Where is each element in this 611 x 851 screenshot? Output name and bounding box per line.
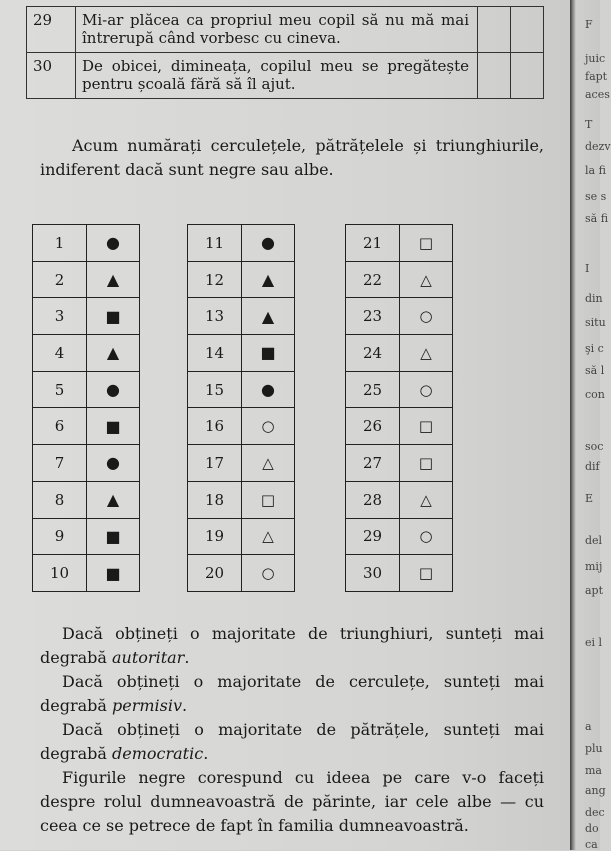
table-row	[346, 408, 453, 445]
shape-symbol: △	[400, 335, 453, 372]
next-page-fragment: din	[585, 292, 603, 305]
item-number: 11	[188, 225, 242, 262]
shape-symbol: △	[400, 481, 453, 518]
item-number: 9	[33, 518, 87, 555]
shape-symbol: ●	[87, 445, 140, 482]
item-number: 30	[346, 555, 400, 592]
item-number: 15	[188, 371, 242, 408]
answer-box[interactable]	[478, 53, 511, 99]
item-number: 25	[346, 371, 400, 408]
item-number: 27	[346, 445, 400, 482]
shape-symbol: ●	[242, 371, 295, 408]
item-number: 6	[33, 408, 87, 445]
shape-symbol: □	[400, 225, 453, 262]
table-row	[346, 298, 453, 335]
table-row	[33, 335, 140, 372]
closing-paragraph: Figurile negre corespund cu ideea pe care v-o faceți despre rolul dumneavoastră de părinte, iar cele albe — cu ceea ce se petrece de fapt în familia dumneavoastră.	[40, 768, 544, 835]
shape-symbol: ○	[400, 518, 453, 555]
shape-symbol: ○	[400, 298, 453, 335]
shape-symbol: ▲	[242, 261, 295, 298]
table-row	[188, 298, 295, 335]
next-page-fragment: I	[585, 262, 590, 275]
next-page-fragment: apt	[585, 584, 604, 597]
next-page-fragment: să l	[585, 364, 605, 377]
item-number: 12	[188, 261, 242, 298]
item-number: 7	[33, 445, 87, 482]
item-number: 5	[33, 371, 87, 408]
table-row	[33, 481, 140, 518]
shape-symbol: □	[400, 445, 453, 482]
shape-symbol: ●	[87, 225, 140, 262]
item-number: 10	[33, 555, 87, 592]
result-squares: Dacă obțineți o majoritate de pătrățele, sunteți mai degrabă democratic.	[40, 720, 544, 763]
shape-symbol: △	[242, 445, 295, 482]
table-row	[188, 335, 295, 372]
table-row	[188, 481, 295, 518]
table-row	[188, 371, 295, 408]
answer-box[interactable]	[511, 7, 544, 53]
shape-symbol: ▲	[242, 298, 295, 335]
item-number: 24	[346, 335, 400, 372]
next-page-fragment: se s	[585, 190, 607, 203]
next-page-fragment: mij	[585, 560, 603, 573]
next-page-fragment: del	[585, 534, 603, 547]
next-page-fragment: a	[585, 720, 592, 733]
next-page-fragment: T	[585, 118, 593, 131]
shape-symbol: □	[242, 481, 295, 518]
next-page-edge	[570, 0, 611, 851]
next-page-fragment: dif	[585, 460, 600, 473]
item-number: 1	[33, 225, 87, 262]
shape-symbol: □	[400, 555, 453, 592]
shape-symbol: ▲	[87, 335, 140, 372]
questionnaire-table	[26, 6, 544, 99]
question-number: 29	[27, 7, 76, 53]
table-row	[188, 518, 295, 555]
result-circles: Dacă obțineți o majoritate de cerculețe, sunteți mai degrabă permisiv.	[40, 672, 544, 715]
table-row	[33, 298, 140, 335]
next-page-fragment: dec	[585, 806, 605, 819]
next-page-fragment: do	[585, 822, 599, 835]
item-number: 17	[188, 445, 242, 482]
shape-symbol: ■	[242, 335, 295, 372]
item-number: 20	[188, 555, 242, 592]
item-number: 2	[33, 261, 87, 298]
next-page-fragment: soc	[585, 440, 604, 453]
question-row	[27, 7, 544, 53]
item-number: 29	[346, 518, 400, 555]
shape-symbol: ■	[87, 518, 140, 555]
answer-box[interactable]	[511, 53, 544, 99]
shapes-table-3	[345, 224, 453, 592]
table-row	[188, 555, 295, 592]
item-number: 3	[33, 298, 87, 335]
item-number: 19	[188, 518, 242, 555]
table-row	[188, 261, 295, 298]
intro-paragraph: Acum numărați cerculețele, pătrățelele și triunghiurile, indiferent dacă sunt negre sau albe.	[40, 136, 544, 179]
shape-symbol: ▲	[87, 261, 140, 298]
table-row	[33, 371, 140, 408]
next-page-fragment: ang	[585, 784, 606, 797]
shape-symbol: △	[400, 261, 453, 298]
table-row	[33, 518, 140, 555]
next-page-fragment: E	[585, 492, 594, 505]
next-page-fragment: aces	[585, 88, 610, 101]
question-row	[27, 53, 544, 99]
item-number: 21	[346, 225, 400, 262]
table-row	[33, 555, 140, 592]
table-row	[188, 445, 295, 482]
item-number: 16	[188, 408, 242, 445]
shape-symbol: ●	[87, 371, 140, 408]
next-page-fragment: şi c	[585, 342, 604, 355]
shape-symbol: ▲	[87, 481, 140, 518]
table-row	[33, 261, 140, 298]
next-page-fragment: con	[585, 388, 605, 401]
next-page-fragment: juic	[585, 52, 606, 65]
shape-symbol: ○	[242, 555, 295, 592]
table-row	[346, 518, 453, 555]
answer-box[interactable]	[478, 7, 511, 53]
item-number: 28	[346, 481, 400, 518]
table-row	[188, 225, 295, 262]
table-row	[346, 225, 453, 262]
next-page-fragment: F	[585, 18, 593, 31]
item-number: 23	[346, 298, 400, 335]
shape-symbol: ■	[87, 408, 140, 445]
shape-symbol: ■	[87, 555, 140, 592]
table-row	[346, 445, 453, 482]
next-page-fragment: dezv	[585, 140, 611, 153]
next-page-fragment: să fi	[585, 212, 609, 225]
shape-symbol: ○	[400, 371, 453, 408]
shapes-table-1	[32, 224, 140, 592]
item-number: 18	[188, 481, 242, 518]
shape-symbol: ●	[242, 225, 295, 262]
item-number: 4	[33, 335, 87, 372]
item-number: 13	[188, 298, 242, 335]
shapes-table-2	[187, 224, 295, 592]
next-page-fragment: plu	[585, 742, 603, 755]
shape-symbol: ○	[242, 408, 295, 445]
table-row	[346, 335, 453, 372]
item-number: 22	[346, 261, 400, 298]
next-page-fragment: fapt	[585, 70, 608, 83]
next-page-fragment: ma	[585, 764, 602, 777]
next-page-fragment: la fi	[585, 164, 606, 177]
shape-symbol: □	[400, 408, 453, 445]
item-number: 8	[33, 481, 87, 518]
next-page-fragment: situ	[585, 316, 606, 329]
table-row	[346, 261, 453, 298]
table-row	[346, 481, 453, 518]
next-page-fragment: ca	[585, 838, 598, 851]
table-row	[33, 225, 140, 262]
table-row	[346, 371, 453, 408]
table-row	[33, 445, 140, 482]
question-text: De obicei, dimineața, copilul meu se pregătește pentru școală fără să îl ajut.	[76, 53, 478, 99]
table-row	[188, 408, 295, 445]
item-number: 14	[188, 335, 242, 372]
shape-symbol: ■	[87, 298, 140, 335]
table-row	[33, 408, 140, 445]
question-number: 30	[27, 53, 76, 99]
item-number: 26	[346, 408, 400, 445]
result-triangles: Dacă obțineți o majoritate de triunghiuri, sunteți mai degrabă autoritar.	[40, 624, 544, 667]
shape-symbol: △	[242, 518, 295, 555]
table-row	[346, 555, 453, 592]
next-page-fragment: ei l	[585, 636, 603, 649]
question-text: Mi-ar plăcea ca propriul meu copil să nu mă mai întrerupă când vorbesc cu cineva.	[76, 7, 478, 53]
